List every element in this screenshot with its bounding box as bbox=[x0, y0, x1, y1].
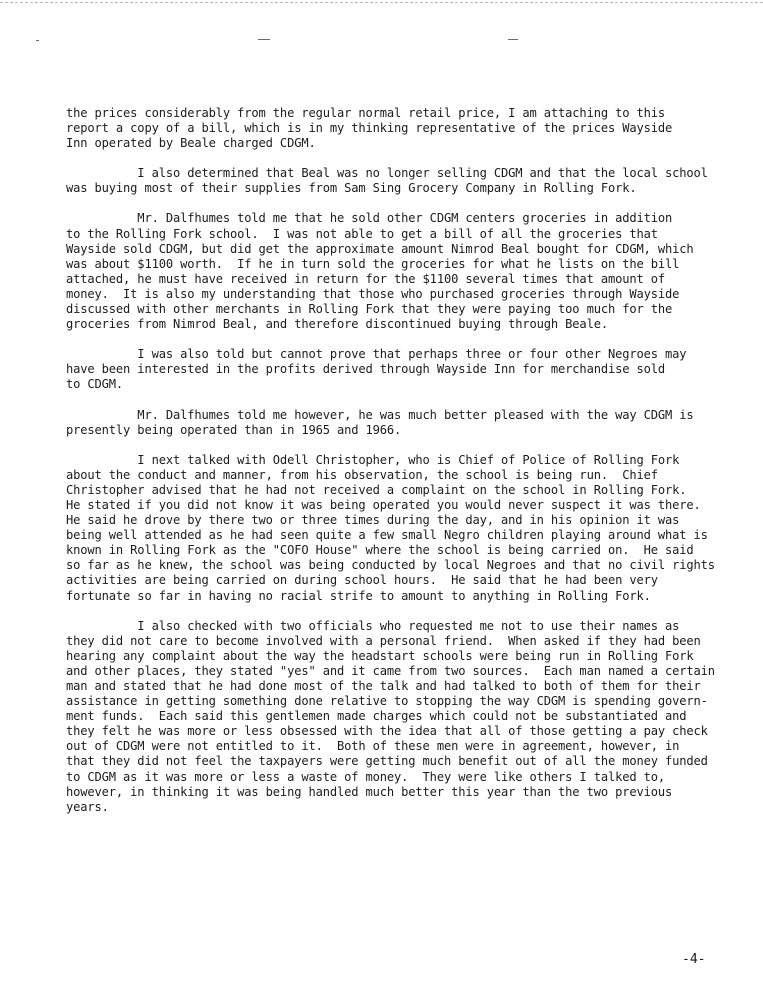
text-line: discussed with other merchants in Rolling Fork that they were paying too much for the bbox=[66, 302, 673, 317]
text-line: known in Rolling Fork as the "COFO House" where the school is being carried on. He said bbox=[66, 543, 694, 558]
text-line: I was also told but cannot prove that perhaps three or four other Negroes may bbox=[66, 347, 687, 362]
text-line: to the Rolling Fork school. I was not able to get a bill of all the groceries that bbox=[66, 226, 658, 241]
text-line: they felt he was more or less obsessed with the idea that all of those getting a pay check bbox=[66, 724, 708, 739]
text-line: man and stated that he had done most of the talk and had talked to both of them for their bbox=[66, 679, 701, 693]
document-body bbox=[66, 106, 746, 830]
text-line: and other places, they stated "yes" and it came from two sources. Each man named a certain bbox=[66, 663, 715, 678]
text-line: about the conduct and manner, from his observation, the school is being run. Chief bbox=[66, 467, 658, 482]
page-top-edge bbox=[0, 2, 763, 3]
paragraph bbox=[66, 106, 746, 151]
text-line: I next talked with Odell Christopher, who is Chief of Police of Rolling Fork bbox=[66, 452, 680, 467]
text-line: Inn operated by Beale charged CDGM. bbox=[66, 136, 316, 151]
text-line: presently being operated than in 1965 and 1966. bbox=[66, 422, 402, 437]
text-line: activities are being carried on during school hours. He said that he had been very bbox=[66, 573, 658, 588]
paragraph bbox=[66, 453, 746, 604]
page-number: -4- bbox=[682, 952, 706, 967]
text-line: Wayside sold CDGM, but did get the approximate amount Nimrod Beal bought for CDGM, which bbox=[66, 241, 694, 256]
text-line: the prices considerably from the regular normal retail price, I am attaching to this bbox=[66, 106, 666, 120]
text-line: I also determined that Beal was no longer selling CDGM and that the local school bbox=[66, 166, 708, 181]
text-line: that they did not feel the taxpayers were getting much benefit out of all the money funded bbox=[66, 754, 708, 769]
text-line: they did not care to become involved with a personal friend. When asked if they had been bbox=[66, 633, 701, 648]
text-line: so far as he knew, the school was being conducted by local Negroes and that no civil rights bbox=[66, 558, 715, 573]
text-line: money. It is also my understanding that those who purchased groceries through Wayside bbox=[66, 286, 680, 301]
text-line: Mr. Dalfhumes told me however, he was much better pleased with the way CDGM is bbox=[66, 407, 694, 422]
paragraph bbox=[66, 408, 746, 438]
text-line: fortunate so far in having no racial strife to amount to anything in Rolling Fork. bbox=[66, 588, 651, 603]
text-line: out of CDGM were not entitled to it. Both of these men were in agreement, however, in bbox=[66, 739, 680, 754]
paragraph bbox=[66, 211, 746, 332]
text-line: however, in thinking it was being handled much better this year than the two previous bbox=[66, 784, 673, 799]
text-line: groceries from Nimrod Beal, and therefore discontinued buying through Beale. bbox=[66, 317, 608, 332]
text-line: have been interested in the profits derived through Wayside Inn for merchandise sold bbox=[66, 362, 666, 377]
text-line: to CDGM. bbox=[66, 377, 124, 392]
text-line: was buying most of their supplies from Sam Sing Grocery Company in Rolling Fork. bbox=[66, 181, 637, 196]
paragraph bbox=[66, 166, 746, 196]
text-line: He said he drove by there two or three times during the day, and in his opinion it was bbox=[66, 513, 680, 528]
paragraph bbox=[66, 619, 746, 815]
text-line: I also checked with two officials who requested me not to use their names as bbox=[66, 618, 680, 633]
text-line: He stated if you did not know it was being operated you would never suspect it was there. bbox=[66, 497, 701, 512]
text-line: ment funds. Each said this gentlemen made charges which could not be substantiated and bbox=[66, 709, 687, 724]
text-line: hearing any complaint about the way the headstart schools were being run in Rolling Fork bbox=[66, 648, 694, 663]
text-line: to CDGM as it was more or less a waste of money. They were like others I talked to, bbox=[66, 769, 666, 784]
scan-mark bbox=[36, 40, 39, 41]
text-line: assistance in getting something done relative to stopping the way CDGM is spending govern- bbox=[66, 694, 708, 709]
text-line: Christopher advised that he had not received a complaint on the school in Rolling Fork. bbox=[66, 482, 687, 497]
text-line: being well attended as he had seen quite a few small Negro children playing around what is bbox=[66, 528, 708, 543]
scan-mark bbox=[258, 39, 270, 40]
text-line: attached, he must have received in return for the $1100 several times that amount of bbox=[66, 271, 666, 286]
scan-mark bbox=[508, 39, 518, 40]
text-line: Mr. Dalfhumes told me that he sold other CDGM centers groceries in addition bbox=[66, 211, 673, 226]
text-line: years. bbox=[66, 799, 109, 814]
text-line: report a copy of a bill, which is in my thinking representative of the prices Wayside bbox=[66, 121, 673, 136]
text-line: was about $1100 worth. If he in turn sold the groceries for what he lists on the bill bbox=[66, 256, 680, 271]
paragraph bbox=[66, 347, 746, 392]
